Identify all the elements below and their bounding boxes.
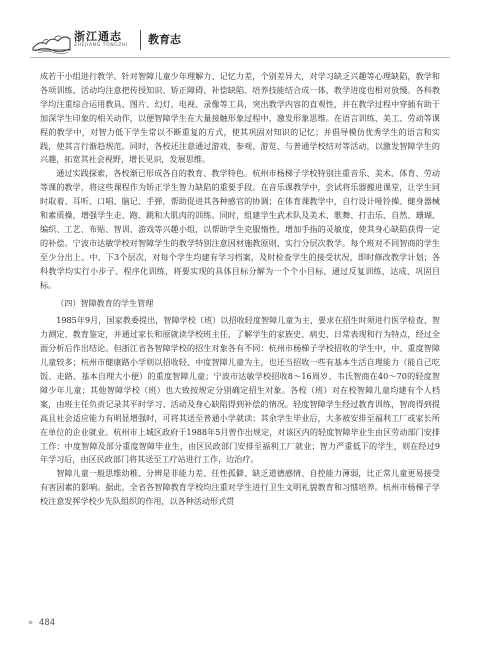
header-rule <box>30 57 450 58</box>
body-text <box>40 70 440 509</box>
page-number: 484 <box>38 618 56 628</box>
page-footer <box>28 618 55 628</box>
zhejiang-tongzhi-logo-icon <box>30 26 72 56</box>
paragraph: 智障儿童一般思维幼稚、分辨是非能力差、任性孤僻、缺乏道德感情、自控能力薄弱，比正常儿童更易接受有害因素的影响。据此，全省各智障教育学校均注重对学生进行卫生文明礼貌教育和习惯培养。杭州市杨梯子学校注意发挥学校少先队组织的作用，以各种活动形式贯 <box>40 468 440 507</box>
paragraph: 1985年9月，国家教委提出，智障学校（班）以招收轻度智障儿童为主，要求在招生时须进行医学检查、智力测定、教育鉴定，并通过家长和原就读学校班主任，了解学生的家族史、病史、日常表现和行为特点，经过全面分析后作出结论。但浙江省各智障学校的招生对象各有不同：杭州市杨梯子学校招收的学生中，中、重度智障儿童较多；杭州市健康路小学则以招收轻、中度智障儿童为主，也还当招收一些有基本生活自理能力（能自己吃饭、走路、基本自理大小便）的重度智障儿童；宁波市达敏学校招收8～16周岁、韦氏智商在40～70的轻度智障少年儿童；其他智障学校（班）也大致按规定分别确定招生对象。各校（班）对在校智障儿童均建有个人档案，由班主任负责记录其平时学习、活动及身心缺陷得到补偿的情况。轻度智障学生经过教育训练，智商得到提高且社会适应能力有明显增强时，可将其送至普通小学就读；其余学生毕业后，大多被安排至福利工厂或家长所在单位的企业就业。杭州市上城区政府于1988年5月曾作出规定，对该区内的轻度智障毕业生由区劳动部门安排工作：中度智障及部分重度智障毕业生，由区民政部门安排至福利工厂就业；智力严重低下的学生，则在经过9年学习后，由区民政部门将其送至工疗站进行工作，边治疗。 <box>40 315 440 465</box>
brand-subtitle: ZHEJIANG TONGZHI <box>74 43 128 48</box>
brand-title: 浙江通志 <box>74 30 122 43</box>
section-title: 教育志 <box>148 33 181 46</box>
page-header <box>30 26 450 62</box>
footer-marker-icon: » <box>28 618 34 628</box>
paragraph: 成若干小组进行教学。针对智障儿童少年理解力、记忆力差，个别差异大，对学习缺乏兴趣等心理缺陷，教学和各项训练、活动均注意把传授知识、矫正障碍、补偿缺陷、培养技能结合成一体，教学进度也相对放慢。各科教学均注重综合运用教具、图片、幻灯、电视、录像等工具，突出教学内容的直观性，并在教学过程中穿插有助于加深学生印象的相关动作，以便智障学生在大量接触形象过程中，激发形象思维。在语言训练、美工、劳动等课程的教学中，对智力低下学生常以不断重复的方式，使其巩固对知识的记忆；并倡导模仿优秀学生的语言和实践，使其言行渐趋规范。同时，各校还注意通过游戏、参观、游览、与普通学校结对等活动，以激发智障学生的兴趣，拓宽其社会视野，增长见识，发展思维。 <box>40 71 440 165</box>
header-divider <box>140 30 141 50</box>
paragraph: 通过实践探索，各校渐已形成各自的教育、教学特色。杭州市杨梯子学校特别注重音乐、美术、体育、劳动等课的教学，将这些课程作为矫正学生智力缺陷的重要手段。在音乐课教学中，尝试将乐器搬进课堂，让学生同时取着、耳听、口唱、脑记、手弹，帮助促进其各种感官的协调；在体育课教学中，自行设计哑铃操、健身器械和素质操，增强学生走、跑、跳和大肌肉的训练。同时，组建学生武术队及美术、歌舞、打击乐、自然、珊瑚、编织、工艺、布贴、智训、游戏等兴趣小组，以帮助学生克服惰性，增加手指的灵敏度，使其身心缺陷获得一定的补偿。宁波市达敏学校对智障学生的教学特别注意因材施教原则，实行分层次教学。每个班对不同智商的学生至少分出上、中、下3个层次，对每个学生均建有学习档案，及时检查学生的接受状况，即时修改教学计划；各科教学均实行小步子、程序化训练，将要实现的具体目标分解为一个个小目标，通过反复训练，达成、巩固目标。 <box>40 168 440 290</box>
subsection-heading: （四）智障教育的学生管理 <box>56 297 154 308</box>
